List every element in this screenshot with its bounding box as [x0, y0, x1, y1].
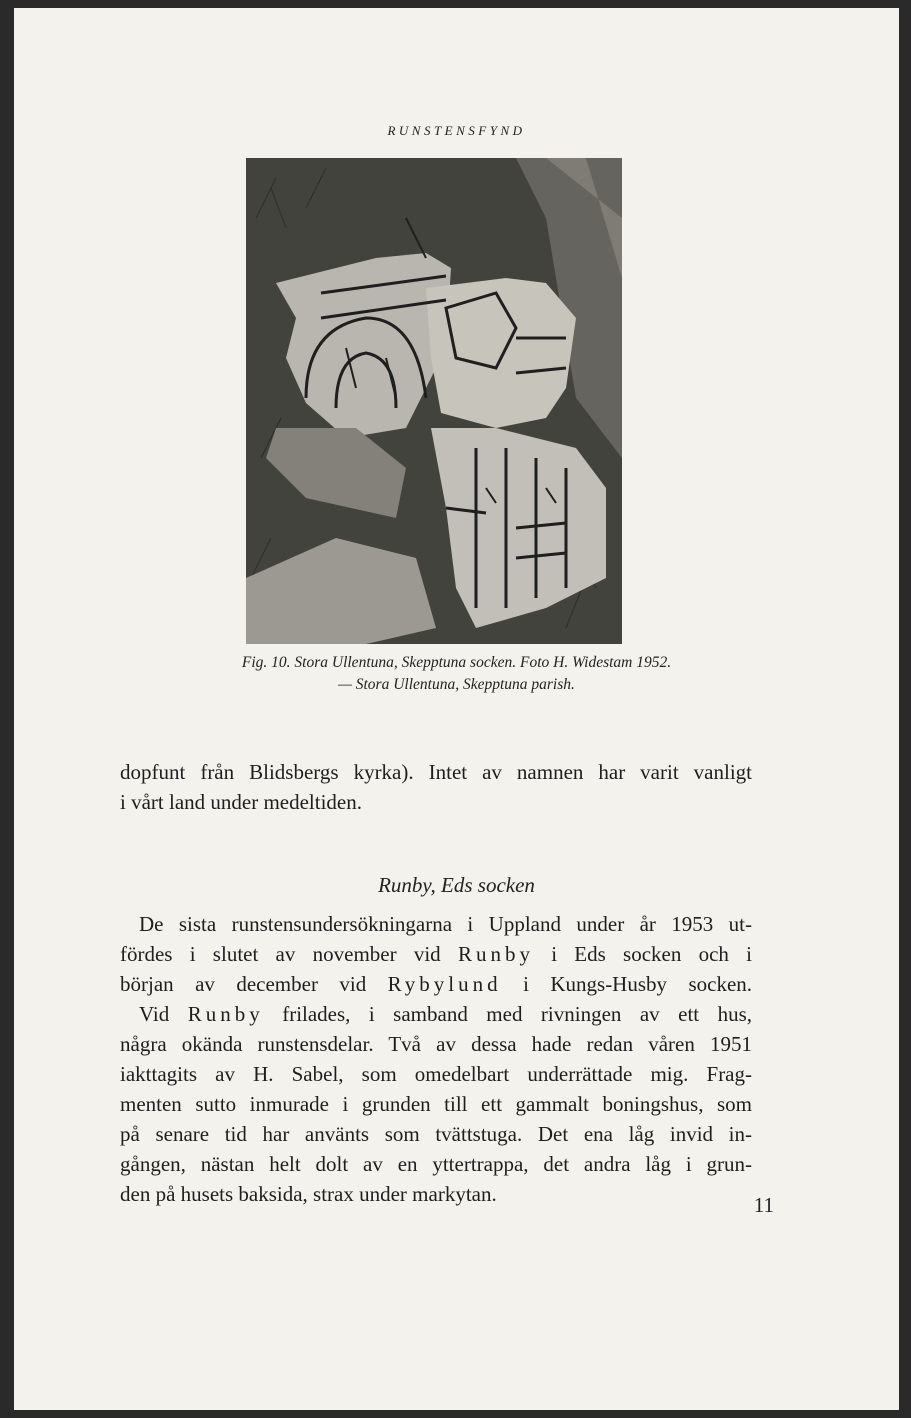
text-line [120, 939, 752, 969]
text-line: den på husets baksida, strax under markytan. [120, 1182, 497, 1206]
text-line: i vårt land under medeltiden. [120, 790, 363, 814]
caption-line-2: — Stora Ullentuna, Skepptuna parish. [338, 676, 575, 693]
figure-caption [14, 652, 899, 696]
text-line: några okända runstensdelar. Två av dessa hade redan våren 1951 [120, 1032, 752, 1056]
text-segment: i Kungs-Husby socken. [523, 972, 753, 996]
text-line: dopfunt från Blidsbergs kyrka). Intet av namnen har varit vanligt [120, 760, 752, 784]
text-segment: i Eds socken och i [551, 942, 753, 966]
text-segment: fördes i slutet av november vid [120, 942, 441, 966]
text-line: De sista runstensundersökningarna i Uppland under år 1953 ut- [139, 912, 752, 936]
section-heading: Runby, Eds socken [378, 873, 535, 897]
text-line: menten sutto inmurade i grunden till ett gammalt boningshus, som [120, 1092, 752, 1116]
text-line: iakttagits av H. Sabel, som omedelbart underrättade mig. Frag- [120, 1062, 752, 1086]
place-name-runby: Runby [187, 1002, 264, 1026]
photo-graphic [246, 158, 622, 644]
running-head: RUNSTENSFYND [387, 123, 526, 138]
caption-line-1: Fig. 10. Stora Ullentuna, Skepptuna socken. Foto H. Widestam 1952. [241, 654, 672, 671]
book-page [14, 8, 899, 1410]
text-line [120, 969, 752, 999]
place-name-rybylund: Rybylund [387, 972, 502, 996]
text-line: gången, nästan helt dolt av en yttertrappa, det andra låg i grun- [120, 1152, 752, 1176]
text-segment: frilades, i samband med rivningen av ett hus, [282, 1002, 753, 1026]
text-segment: Vid [139, 1002, 170, 1026]
page-number: 11 [753, 1193, 774, 1217]
text-line: på senare tid har använts som tvättstuga. Det ena låg invid in- [120, 1122, 752, 1146]
text-line [120, 999, 752, 1029]
runestone-fragments-photo [246, 158, 622, 644]
paragraph-top [120, 757, 752, 817]
text-segment: början av december vid [120, 972, 367, 996]
paragraph-main [120, 909, 752, 1209]
place-name-runby: Runby [457, 942, 534, 966]
